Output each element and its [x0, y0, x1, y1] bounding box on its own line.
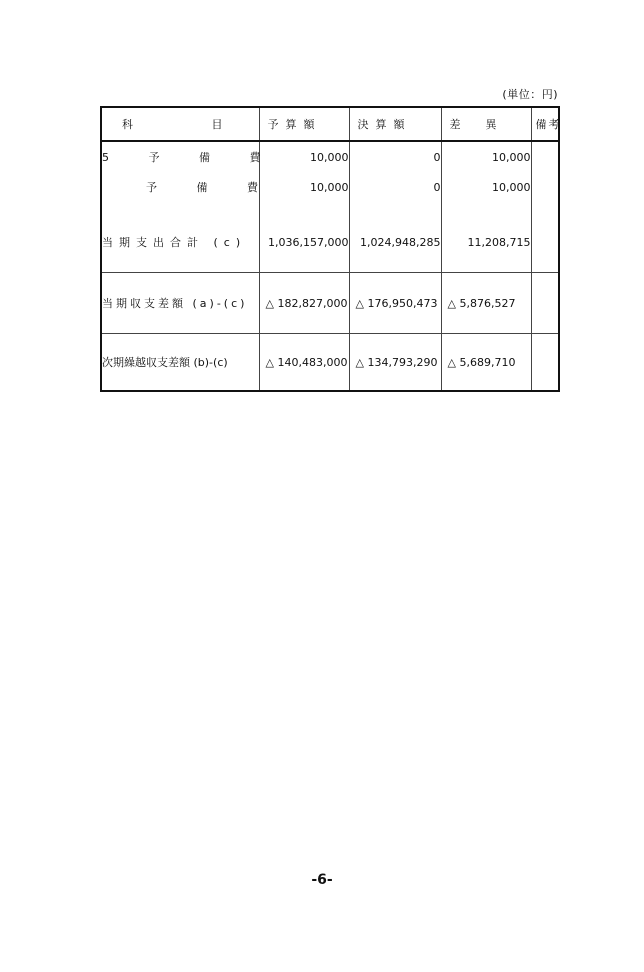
row-label-text: 予 備 費	[146, 181, 276, 194]
row-label-text: 当期収支差額 (a)-(c)	[102, 297, 248, 310]
header-sai: 差 異	[441, 107, 531, 141]
row-yosan: △ 140,483,000	[259, 334, 349, 392]
row-label-text: 次期繰越収支差額 (b)-(c)	[102, 356, 228, 369]
row-label	[101, 172, 276, 202]
header-row	[101, 107, 559, 141]
header-kamoku-b: 目	[211, 118, 223, 131]
header-kessan: 決算額	[349, 107, 441, 141]
row-biko	[531, 212, 559, 273]
table-row	[101, 334, 559, 392]
row-yosan: 10,000	[259, 172, 349, 202]
row-biko	[531, 141, 559, 172]
budget-table	[100, 106, 560, 392]
row-yosan: 10,000	[259, 141, 349, 172]
row-kessan: 1,024,948,285	[349, 212, 441, 273]
page-number: -6-	[311, 872, 333, 888]
row-sai: 10,000	[441, 141, 531, 172]
header-kamoku-a: 科	[122, 118, 133, 131]
row-kessan: 0	[349, 172, 441, 202]
row-label	[101, 334, 259, 392]
table-row	[101, 212, 559, 273]
row-label	[101, 273, 259, 334]
table-row	[101, 141, 559, 172]
row-kessan: △ 176,950,473	[349, 273, 441, 334]
row-sai: △ 5,689,710	[441, 334, 531, 392]
unit-label: (単位：円)	[502, 88, 558, 101]
row-biko	[531, 172, 559, 202]
header-kamoku	[101, 107, 259, 141]
row-sai: 11,208,715	[441, 212, 531, 273]
spacer-row	[101, 202, 559, 212]
table-row	[101, 172, 559, 202]
row-yosan: △ 182,827,000	[259, 273, 349, 334]
row-label-text: 当期支出合計 (c)	[102, 236, 247, 249]
row-label	[101, 212, 259, 273]
row-biko	[531, 334, 559, 392]
row-kessan: △ 134,793,290	[349, 334, 441, 392]
row-sai: 10,000	[441, 172, 531, 202]
row-label-text: 5 予 備 費	[102, 151, 279, 164]
row-sai: △ 5,876,527	[441, 273, 531, 334]
row-label	[101, 141, 279, 172]
row-yosan: 1,036,157,000	[259, 212, 349, 273]
row-biko	[531, 273, 559, 334]
header-biko: 備考	[531, 107, 559, 141]
table-row	[101, 273, 559, 334]
row-kessan: 0	[349, 141, 441, 172]
header-yosan: 予算額	[259, 107, 349, 141]
